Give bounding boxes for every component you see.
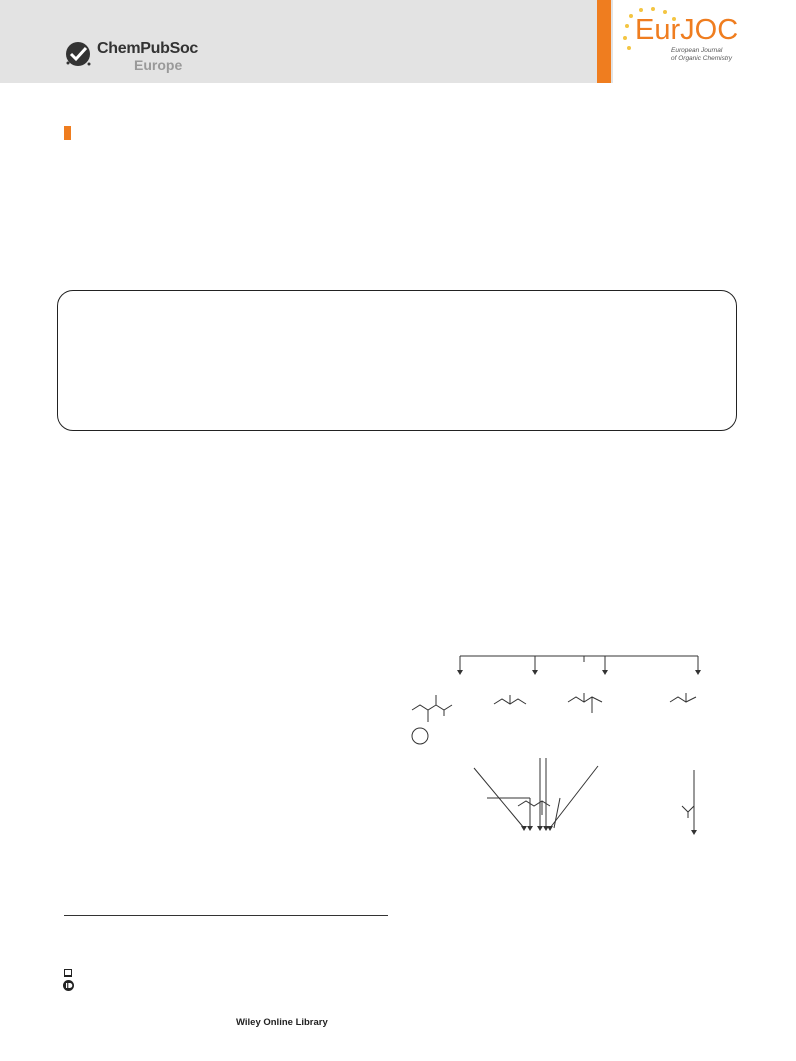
journal-logo-joc: JOC <box>680 14 739 46</box>
orcid-icon <box>63 980 74 991</box>
section-marker <box>64 126 71 140</box>
publisher-name: ChemPubSoc <box>97 40 199 57</box>
journal-subtitle-line1: European Journal <box>671 47 723 54</box>
email-icon <box>64 969 72 977</box>
footnote-rule <box>64 915 388 916</box>
reaction-scheme <box>398 648 770 886</box>
chempubsoc-logo <box>64 37 214 77</box>
abstract-box <box>57 290 737 431</box>
journal-subtitle-line2: of Organic Chemistry <box>671 55 733 62</box>
journal-header <box>0 0 796 83</box>
wiley-online-library-label: Wiley Online Library <box>236 1017 328 1028</box>
chempubsoc-emblem-icon <box>64 39 94 69</box>
journal-logo-eur: Eur <box>635 14 681 46</box>
journal-logo-text <box>635 14 738 47</box>
journal-accent-bar <box>597 0 611 83</box>
publisher-region: Europe <box>134 57 183 73</box>
eurjoc-logo <box>613 0 796 83</box>
journal-subtitle <box>671 47 732 63</box>
